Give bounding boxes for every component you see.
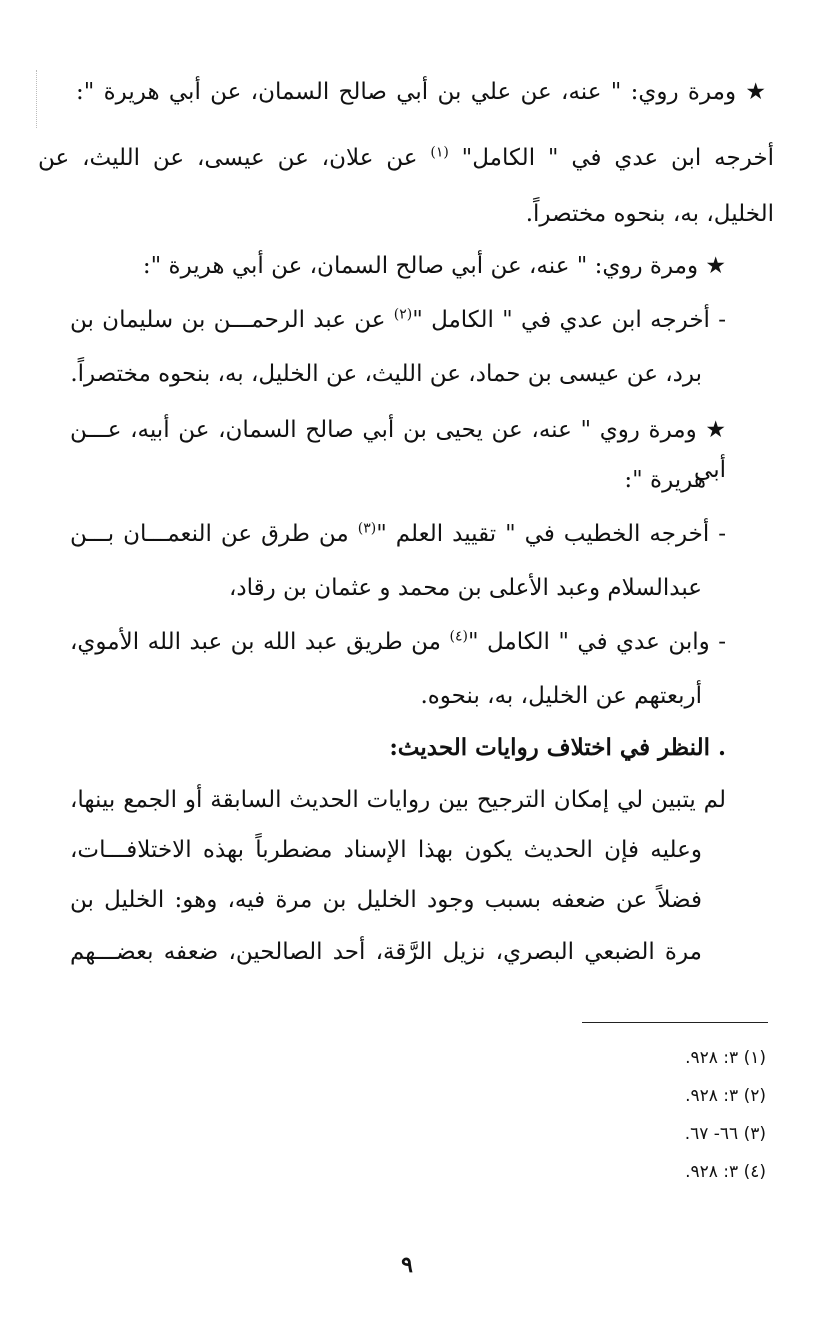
footnote: (٤) ٣: ٩٢٨. [685, 1162, 766, 1182]
text-line: - أخرجه الخطيب في " تقييد العلم "$^{(٣)}$ من طرق عن النعمـــان بـــن [70, 520, 726, 547]
text-line: مرة الضبعي البصري، نزيل الرَّقة، أحد الصالحين، ضعفه بعضـــهم [70, 939, 702, 965]
text-line: لم يتبين لي إمكان الترجيح بين روايات الحديث السابقة أو الجمع بينها، [70, 787, 726, 813]
text-line: ★ ومرة روي: " عنه، عن علي بن أبي صالح السمان، عن أبي هريرة ": [76, 79, 766, 105]
text-line: أربعتهم عن الخليل، به، بنحوه. [420, 683, 702, 709]
page-number: ٩ [401, 1252, 413, 1278]
text-line: أخرجه ابن عدي في " الكامل" $^{(١)}$ عن علان، عن عيسى، عن الليث، عن [38, 144, 774, 171]
footnote: (٣) ٦٦- ٦٧. [684, 1124, 766, 1144]
text-line: ★ ومرة روي: " عنه، عن أبي صالح السمان، عن أبي هريرة ": [142, 253, 726, 279]
footnote-marker[interactable]: (٣) [357, 520, 377, 537]
text-line: - أخرجه ابن عدي في " الكامل "$^{(٢)}$ عن عبد الرحمـــن بن سليمان بن [70, 306, 726, 333]
footnote-marker[interactable]: (٤) [449, 628, 468, 645]
text-line: - وابن عدي في " الكامل "$^{(٤)}$ من طريق عبد الله بن عبد الله الأموي، [70, 628, 726, 655]
footnote: (١) ٣: ٩٢٨. [685, 1048, 766, 1068]
text-line: فضلاً عن ضعفه بسبب وجود الخليل بن مرة فيه، وهو: الخليل بن [70, 887, 702, 913]
text-line: برد، عن عيسى بن حماد، عن الليث، عن الخليل، به، بنحوه مختصراً. [70, 361, 702, 387]
section-heading: . النظر في اختلاف روايات الحديث: [389, 734, 726, 761]
footnote-marker[interactable]: (٢) [393, 306, 413, 323]
text-line: وعليه فإن الحديث يكون بهذا الإسناد مضطرباً بهذه الاختلافـــات، [70, 837, 702, 863]
footnote: (٢) ٣: ٩٢٨. [685, 1086, 766, 1106]
text-line: الخليل، به، بنحوه مختصراً. [525, 201, 774, 227]
text-line: عبدالسلام وعبد الأعلى بن محمد و عثمان بن رقاد، [228, 575, 702, 601]
footnote-marker[interactable]: (١) [430, 144, 449, 161]
footnote-separator [582, 1022, 768, 1023]
text-line: ★ ومرة روي " عنه، عن يحيى بن أبي صالح السمان، عن أبيه، عـــن أبي [70, 417, 726, 483]
margin-mark [36, 70, 38, 128]
text-line: هريرة ": [624, 467, 706, 493]
